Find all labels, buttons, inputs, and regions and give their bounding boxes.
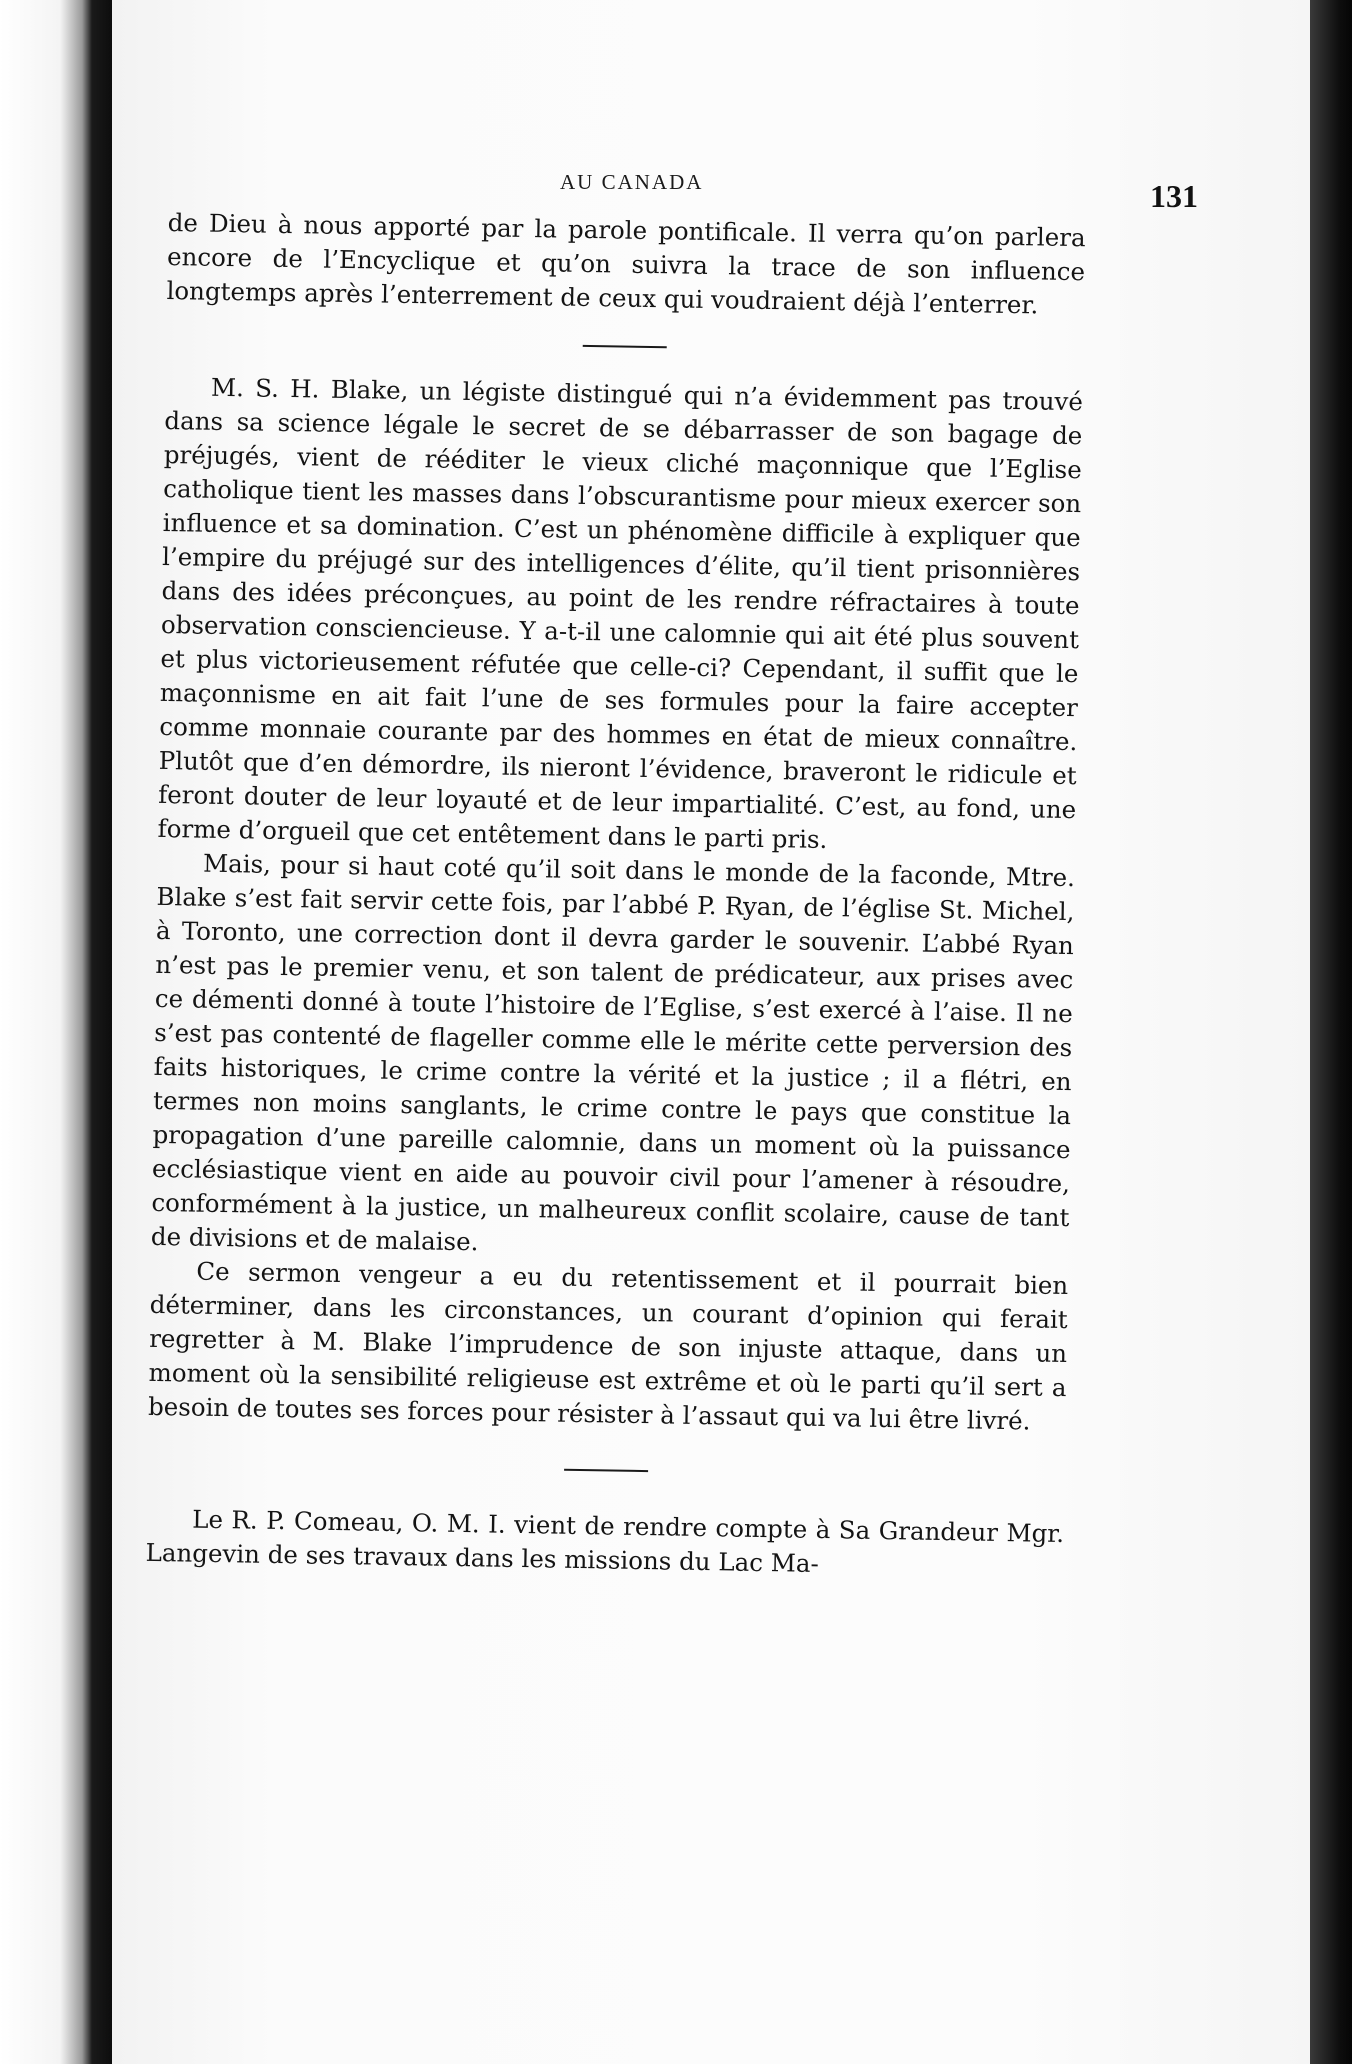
paragraph-sermon: Ce sermon vengeur a eu du retentissement et il pourrait bien déterminer, dans les circonstances, un courant d’opinion qui ferait regretter à M. Blake l’imprudence de son injuste attaque, dans un moment où la sensibilité religieuse est extrême et où le parti qu’il sert a besoin de toutes ses forces pour résister à l’assaut qui va lui être livré. <box>147 1256 1069 1436</box>
paragraph-continued: de Dieu à nous apporté par la parole pontificale. Il verra qu’on parlera encore de l’Encyclique et qu’on suivra la trace de son influence longtemps après l’enterrement de ceux qui voudraient déjà l’enterrer. <box>166 207 1086 320</box>
scan-right-margin <box>1310 0 1352 2064</box>
running-head: AU CANADA <box>560 170 704 194</box>
paragraph-blake: M. S. H. Blake, un légiste distingué qui n’a évidemment pas trouvé dans sa science légale le secret de se débarrasser de son bagage de préjugés, vient de rééditer le vieux cliché maçonnique que l’Eglise catholique tient les masses dans l’obscurantisme pour mieux exercer son influence et sa domination. C’est un phénomène difficile à expliquer que l’empire du préjugé sur des intelligences d’élite, qu’il tient prisonnières dans des idées préconçues, au point de les rendre réfractaires à toute observation consciencieuse. Y a-t-il une calomnie qui ait été plus souvent et plus victorieusement réfutée que celle-ci? Cependant, il suffit que le maçonnisme en ait fait l’une de ses formules pour la faire accepter comme monnaie courante par des hommes en état de mieux connaître. Plutôt que d’en démordre, ils nieront l’évidence, braveront le ridicule et feront douter de leur loyauté et de leur impartialité. C’est, au fond, une forme d’orgueil que cet entêtement dans le parti pris. <box>157 372 1084 855</box>
page-body <box>145 206 1085 1585</box>
section-divider <box>564 1469 648 1472</box>
paragraph-ryan: Mais, pour si haut coté qu’il soit dans le monde de la faconde, Mtre. Blake s’est fait servir cette fois, par l’abbé P. Ryan, de l’église St. Michel, à Toronto, une correction dont il devra garder le souvenir. L’abbé Ryan n’est pas le premier venu, et son talent de prédicateur, aux prises avec ce démenti donné à toute l’histoire de l’Eglise, s’est exercé à l’aise. Il ne s’est pas contenté de flageller comme elle le mérite cette perversion des faits historiques, le crime contre la vérité et la justice ; il a flétri, en termes non moins sanglants, le crime contre le pays que constitue la propagation d’une pareille calomnie, dans un moment où la puissance ecclésiastique vient en aide au pouvoir civil pour l’amener à résoudre, conformément à la justice, un malheureux conflit scolaire, cause de tant de divisions et de malaise. <box>150 848 1076 1257</box>
section-divider <box>583 345 667 348</box>
scan-left-margin <box>0 0 112 2064</box>
paragraph-comeau: Le R. P. Comeau, O. M. I. vient de rendre compte à Sa Grandeur Mgr. Langevin de ses travaux dans les missions du Lac Ma- <box>145 1504 1065 1578</box>
page-number: 131 <box>1150 178 1198 214</box>
